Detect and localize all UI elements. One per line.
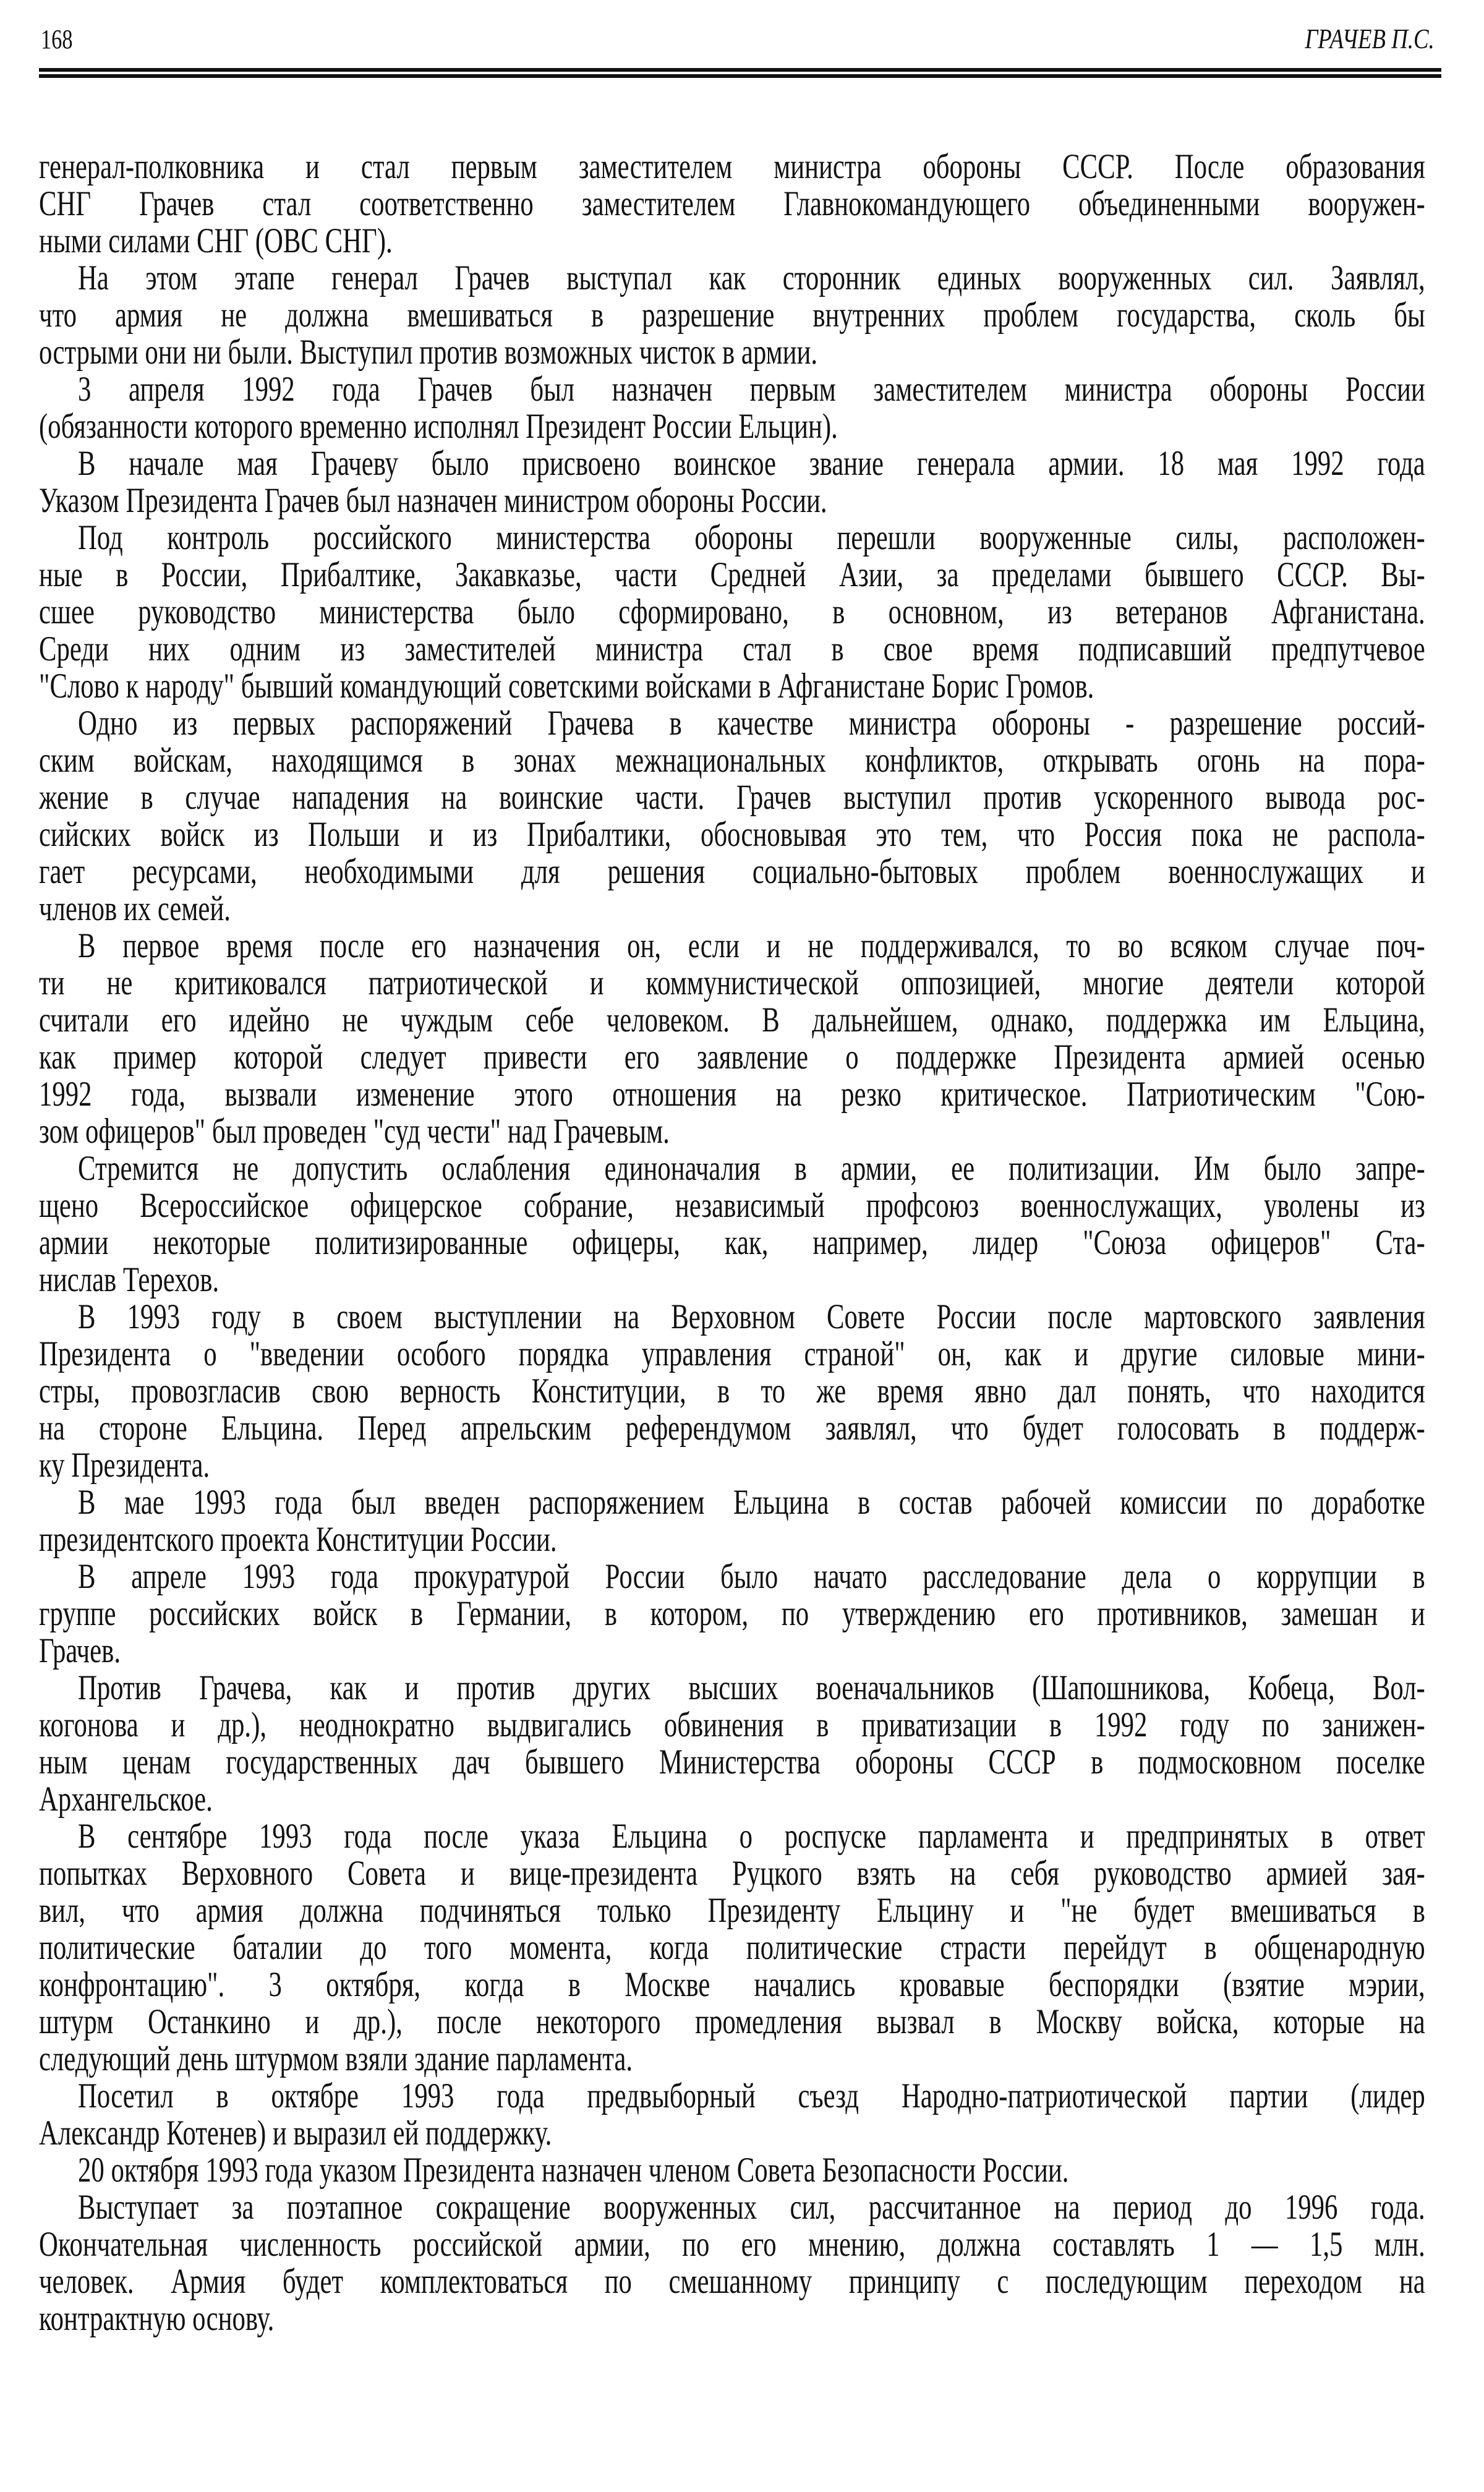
text-line: генерал-полковника и стал первым заместителем министра обороны СССР. После образования [39, 147, 1425, 186]
paragraph [39, 2189, 1425, 2337]
text-line: когонова и др.), неоднократно выдвигались обвинения в приватизации в 1992 году по занижен- [39, 1705, 1425, 1744]
text-line: Президента о "введении особого порядка управления страной" он, как и другие силовые мини- [39, 1334, 1425, 1373]
text-line: стры, провозгласив свою верность Конституции, в то же время явно дал понять, что находится [39, 1372, 1425, 1410]
header-rule-bottom [39, 74, 1441, 78]
paragraph [39, 1299, 1425, 1484]
text-line: Стремится не допустить ослабления единоначалия в армии, ее политизации. Им было запре- [78, 1149, 1425, 1188]
text-line: Против Грачева, как и против других высших военачальников (Шапошникова, Кобеца, Вол- [78, 1668, 1425, 1707]
text-line: ным ценам государственных дач бывшего Министерства обороны СССР в подмосковном поселке [39, 1743, 1425, 1782]
text-line: В сентябре 1993 года после указа Ельцина о роспуске парламента и предпринятых в ответ [78, 1817, 1425, 1856]
text-line: Под контроль российского министерства обороны перешли вооруженные силы, расположен- [78, 518, 1425, 557]
text-line: В первое время после его назначения он, если и не поддерживался, то во всяком случае поч- [78, 926, 1425, 965]
text-line: В 1993 году в своем выступлении на Верховном Совете России после мартовского заявления [78, 1297, 1425, 1336]
paragraph [39, 1670, 1425, 1818]
paragraph [39, 1484, 1425, 1558]
text-line: 20 октября 1993 года указом Президента назначен членом Совета Безопасности России. [78, 2151, 1069, 2190]
text-line: щено Всероссийское офицерское собрание, независимый профсоюз военнослужащих, уволены из [39, 1186, 1425, 1225]
paragraph [39, 1818, 1425, 2078]
paragraph [39, 260, 1425, 371]
text-line: попытках Верховного Совета и вице-президента Руцкого взять на себя руководство армией зая- [39, 1854, 1425, 1893]
paragraph [39, 519, 1425, 705]
text-line: жение в случае нападения на воинские части. Грачев выступил против ускоренного вывода рос- [39, 778, 1425, 817]
text-line: 3 апреля 1992 года Грачев был назначен первым заместителем министра обороны России [78, 370, 1425, 409]
paragraph [39, 705, 1425, 928]
text-line: на стороне Ельцина. Перед апрельским референдумом заявлял, что будет голосовать в поддерж- [39, 1409, 1425, 1448]
text-line: считали его идейно не чуждым себе человеком. В дальнейшем, однако, поддержка им Ельцина, [39, 1001, 1425, 1039]
text-line: В начале мая Грачеву было присвоено воинское звание генерала армии. 18 мая 1992 года [78, 444, 1425, 483]
text-line: (обязанности которого временно исполнял Президент России Ельцин). [39, 407, 838, 446]
text-line: ти не критиковался патриотической и коммунистической оппозицией, многие деятели которой [39, 963, 1425, 1002]
text-line: На этом этапе генерал Грачев выступал как сторонник единых вооруженных сил. Заявлял, [78, 258, 1425, 297]
text-line: членов их семей. [39, 889, 231, 928]
text-line: Указом Президента Грачев был назначен министром обороны России. [39, 481, 827, 520]
text-line: СНГ Грачев стал соответственно заместителем Главнокомандующего объединенными вооружен- [39, 184, 1425, 223]
body-text [39, 148, 1425, 2337]
text-line: человек. Армия будет комплектоваться по смешанному принципу с последующим переходом на [39, 2262, 1425, 2301]
text-line: Архангельское. [39, 1780, 213, 1819]
paragraph [39, 1150, 1425, 1299]
text-line: конфронтацию". 3 октября, когда в Москве начались кровавые беспорядки (взятие мэрии, [39, 1965, 1425, 2004]
text-line: острыми они ни были. Выступил против возможных чисток в армии. [39, 333, 818, 372]
text-line: Выступает за поэтапное сокращение вооруженных сил, рассчитанное на период до 1996 года. [78, 2188, 1425, 2227]
paragraph [39, 1558, 1425, 1670]
paragraph [39, 2078, 1425, 2152]
page-number: 168 [41, 24, 73, 54]
text-line: гает ресурсами, необходимыми для решения социально-бытовых проблем военнослужащих и [39, 852, 1425, 891]
text-line: зом офицеров" был проведен "суд чести" над Грачевым. [39, 1112, 670, 1151]
text-line: В апреле 1993 года прокуратурой России было начато расследование дела о коррупции в [78, 1557, 1425, 1596]
text-line: следующий день штурмом взяли здание парламента. [39, 2039, 633, 2078]
text-line: 1992 года, вызвали изменение этого отношения на резко критическое. Патриотическим "Сою- [39, 1075, 1425, 1114]
text-line: "Слово к народу" бывший командующий советскими войсками в Афганистане Борис Громов. [39, 667, 1094, 706]
text-line: армии некоторые политизированные офицеры, как, например, лидер "Союза офицеров" Ста- [39, 1223, 1425, 1262]
text-line: Окончательная численность российской армии, по его мнению, должна составлять 1 — 1,5 млн. [39, 2225, 1425, 2264]
text-line: что армия не должна вмешиваться в разрешение внутренних проблем государства, сколь бы [39, 296, 1425, 335]
text-line: вил, что армия должна подчиняться только Президенту Ельцину и "не будет вмешиваться в [39, 1891, 1425, 1930]
text-line: Александр Котенев) и выразил ей поддержку. [39, 2114, 552, 2153]
running-title: ГРАЧЕВ П.С. [1305, 23, 1435, 54]
text-line: группе российских войск в Германии, в котором, по утверждению его противников, замешан и [39, 1594, 1425, 1633]
text-line: как пример которой следует привести его заявление о поддержке Президента армией осенью [39, 1038, 1425, 1077]
text-line: нислав Терехов. [39, 1260, 220, 1299]
text-line: ными силами СНГ (ОВС СНГ). [39, 221, 393, 260]
paragraph [39, 2152, 1425, 2189]
text-line: ку Президента. [39, 1446, 210, 1485]
paragraph [39, 148, 1425, 260]
header-rule-top [39, 68, 1441, 72]
text-line: сшее руководство министерства было сформировано, в основном, из ветеранов Афганистана. [39, 592, 1425, 631]
text-line: Одно из первых распоряжений Грачева в качестве министра обороны - разрешение россий- [78, 704, 1425, 743]
paragraph [39, 928, 1425, 1150]
text-line: ским войскам, находящимся в зонах межнациональных конфликтов, открывать огонь на пора- [39, 741, 1425, 780]
text-line: политические баталии до того момента, когда политические страсти перейдут в общенародную [39, 1928, 1425, 1967]
text-line: Посетил в октябре 1993 года предвыборный съезд Народно-патриотической партии (лидер [78, 2076, 1425, 2115]
text-line: ные в России, Прибалтике, Закавказье, части Средней Азии, за пределами бывшего СССР. Вы- [39, 555, 1425, 594]
text-line: Грачев. [39, 1631, 121, 1670]
text-line: штурм Останкино и др.), после некоторого промедления вызвал в Москву войска, которые на [39, 2002, 1425, 2041]
text-line: сийских войск из Польши и из Прибалтики, обосновывая это тем, что Россия пока не распола- [39, 815, 1425, 854]
text-line: Среди них одним из заместителей министра стал в свое время подписавший предпутчевое [39, 629, 1425, 668]
paragraph [39, 371, 1425, 445]
paragraph [39, 445, 1425, 519]
text-line: президентского проекта Конституции России. [39, 1520, 557, 1559]
text-line: В мае 1993 года был введен распоряжением Ельцина в состав рабочей комиссии по доработке [78, 1483, 1425, 1522]
text-line: контрактную основу. [39, 2299, 275, 2338]
